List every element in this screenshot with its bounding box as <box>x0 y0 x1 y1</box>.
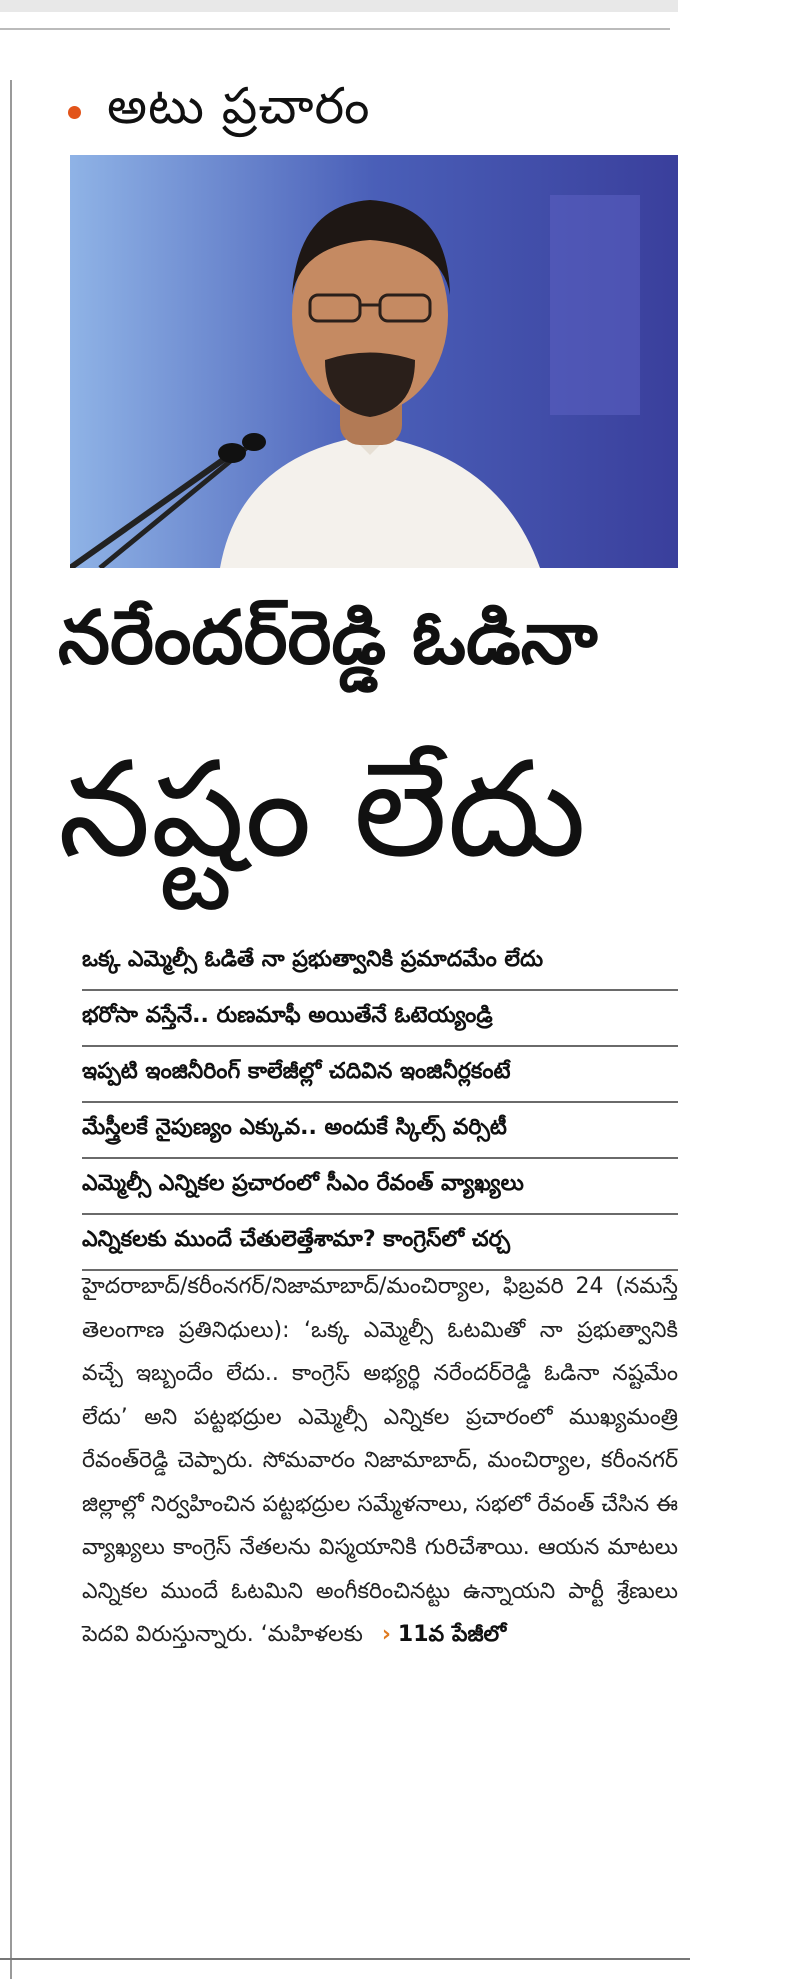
article-body <box>82 1265 678 1657</box>
portrait-image <box>70 155 678 568</box>
article-text: హైదరాబాద్/కరీంనగర్/నిజామాబాద్/మంచిర్యాల, ఫిబ్రవరి 24 (నమస్తే తెలంగాణ ప్రతినిధులు): ‘ఒక్క ఎమ్మెల్సీ ఓటమితో నా ప్రభుత్వానికి వచ్చే ఇబ్బందేం లేదు.. కాంగ్రెస్ అభ్యర్థి నరేందర్‌రెడ్డి ఓడినా నష్టమేం లేదు’ అని పట్టభద్రుల ఎమ్మెల్సీ ఎన్నికల ప్రచారంలో ముఖ్యమంత్రి రేవంత్‌రెడ్డి చెప్పారు. సోమవారం నిజామాబాద్, మంచిర్యాల, కరీంనగర్ జిల్లాల్లో నిర్వహించిన పట్టభద్రుల సమ్మేళనాలు, సభలో రేవంత్ చేసిన ఈ వ్యాఖ్యలు కాంగ్రెస్ నేతలను విస్మయానికి గురిచేశాయి. ఆయన మాటలు ఎన్నికల ముందే ఓటమిని అంగీకరించినట్టు ఉన్నాయని పార్టీ శ్రేణులు పెదవి విరుస్తున్నారు. ‘మహిళలకు <box>82 1274 678 1647</box>
jump-arrow-icon: › <box>381 1622 391 1647</box>
section-label: అటు ప్రచారం <box>107 76 371 135</box>
subheading: ఎమ్మెల్సీ ఎన్నికల ప్రచారంలో సీఎం రేవంత్ వ్యాఖ్యలు <box>82 1159 678 1215</box>
subheading: భరోసా వస్తేనే.. రుణమాఫీ అయితేనే ఓటెయ్యండ్రి <box>82 991 678 1047</box>
subheading: ఎన్నికలకు ముందే చేతులెత్తేశామా? కాంగ్రెస్‌లో చర్చ <box>82 1215 678 1271</box>
subheading: మేస్త్రీలకే నైపుణ్యం ఎక్కువ.. అందుకే స్కిల్స్ వర్సిటీ <box>82 1103 678 1159</box>
column-rule <box>10 80 12 1979</box>
continuation-link[interactable]: 11వ పేజీలో <box>397 1622 507 1647</box>
top-divider <box>0 28 670 30</box>
news-photo <box>70 155 678 568</box>
headline-line-1: నరేందర్‌రెడ్డి ఓడినా <box>58 595 598 681</box>
headline-line-2: నష్టం లేదు <box>58 733 587 887</box>
bullet-dot <box>68 106 81 119</box>
top-margin-strip <box>0 0 678 12</box>
subheading: ఇప్పటి ఇంజినీరింగ్ కాలేజీల్లో చదివిన ఇంజినీర్లకంటే <box>82 1047 678 1103</box>
subheading: ఒక్క ఎమ్మెల్సీ ఓడితే నా ప్రభుత్వానికి ప్రమాదమేం లేదు <box>82 935 678 991</box>
section-header <box>68 76 371 142</box>
bottom-divider <box>0 1958 690 1960</box>
subheadings <box>82 935 678 1271</box>
